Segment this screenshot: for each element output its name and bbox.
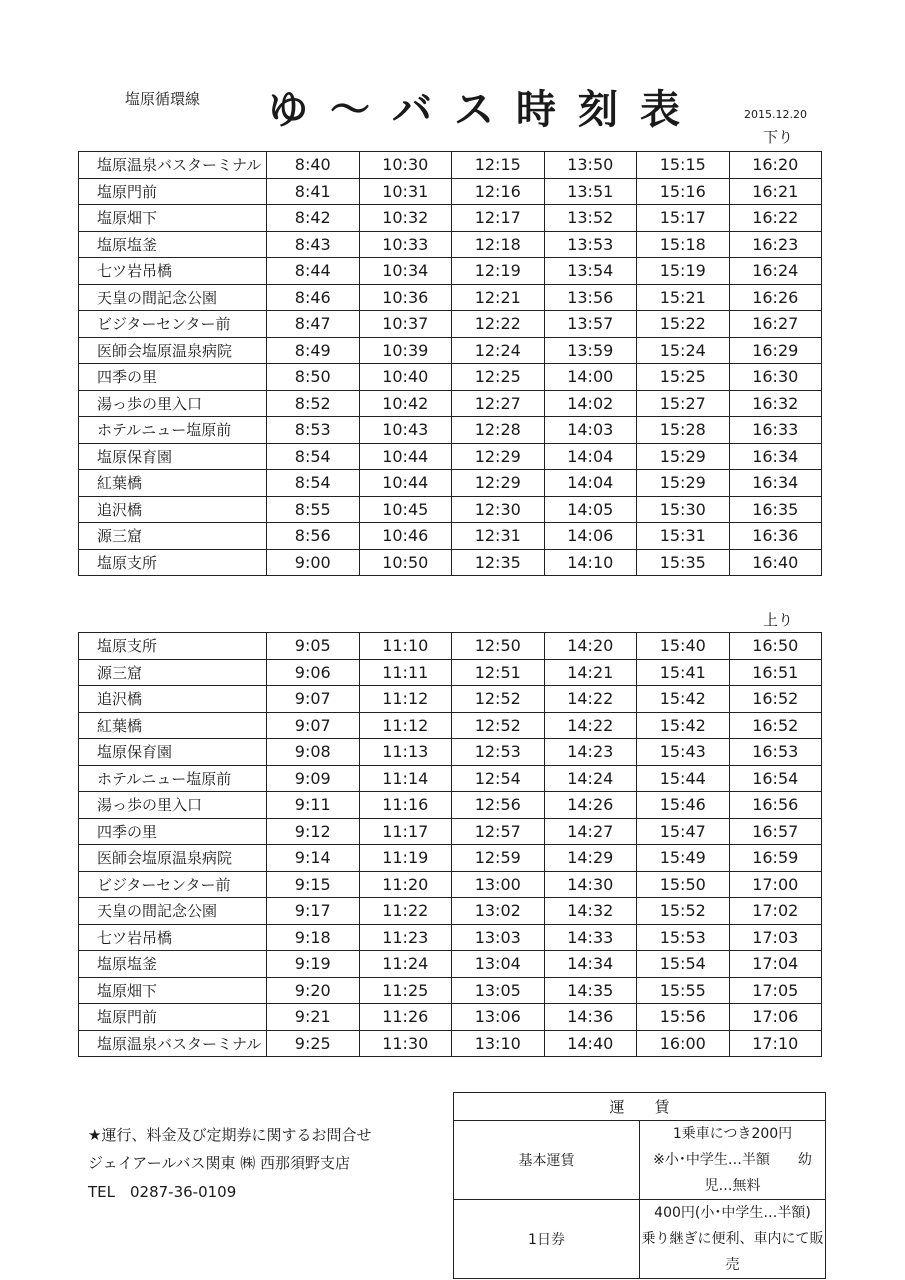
departure-time: 17:04 (729, 951, 822, 978)
departure-time: 11:24 (359, 951, 452, 978)
departure-time: 14:22 (544, 686, 637, 713)
departure-time: 16:35 (729, 496, 822, 523)
departure-time: 12:24 (452, 337, 545, 364)
departure-time: 15:21 (637, 284, 730, 311)
departure-time: 11:26 (359, 1004, 452, 1031)
station-name: 湯っ歩の里入口 (79, 792, 267, 819)
departure-time: 14:40 (544, 1030, 637, 1057)
table-row (79, 924, 822, 951)
station-name: 塩原支所 (79, 633, 267, 660)
contact-company: ジェイアールバス関東 ㈱ 西那須野支店 (88, 1154, 350, 1172)
departure-time: 15:28 (637, 417, 730, 444)
departure-time: 12:21 (452, 284, 545, 311)
departure-time: 12:18 (452, 231, 545, 258)
basic-fare-price: 1乗車につき200円 (672, 1126, 793, 1142)
departure-time: 9:08 (267, 739, 360, 766)
table-row (79, 686, 822, 713)
contact-heading: ★運行、料金及び定期券に関するお問合せ (88, 1126, 372, 1144)
table-row (79, 765, 822, 792)
departure-time: 9:05 (267, 633, 360, 660)
departure-time: 16:54 (729, 765, 822, 792)
departure-time: 15:19 (637, 258, 730, 285)
departure-time: 10:37 (359, 311, 452, 338)
departure-time: 9:18 (267, 924, 360, 951)
departure-time: 12:54 (452, 765, 545, 792)
departure-time: 15:50 (637, 871, 730, 898)
station-name: 塩原温泉バスターミナル (79, 1030, 267, 1057)
table-row (79, 523, 822, 550)
departure-time: 17:10 (729, 1030, 822, 1057)
departure-time: 16:53 (729, 739, 822, 766)
departure-time: 14:23 (544, 739, 637, 766)
departure-time: 9:17 (267, 898, 360, 925)
table-row (79, 443, 822, 470)
departure-time: 15:29 (637, 470, 730, 497)
table-row (79, 152, 822, 179)
departure-time: 13:52 (544, 205, 637, 232)
departure-time: 15:42 (637, 686, 730, 713)
station-name: 天皇の間記念公園 (79, 284, 267, 311)
departure-time: 12:16 (452, 178, 545, 205)
departure-time: 11:23 (359, 924, 452, 951)
departure-time: 13:06 (452, 1004, 545, 1031)
day-pass-price: 400円(小･中学生…半額) (654, 1205, 811, 1221)
departure-time: 12:17 (452, 205, 545, 232)
departure-time: 15:55 (637, 977, 730, 1004)
departure-time: 12:50 (452, 633, 545, 660)
departure-time: 8:55 (267, 496, 360, 523)
table-row (79, 364, 822, 391)
day-pass-cell (640, 1200, 826, 1279)
departure-time: 15:44 (637, 765, 730, 792)
departure-time: 16:29 (729, 337, 822, 364)
table-row (79, 178, 822, 205)
station-name: 七ツ岩吊橋 (79, 258, 267, 285)
departure-time: 8:47 (267, 311, 360, 338)
departure-time: 13:53 (544, 231, 637, 258)
station-name: 紅葉橋 (79, 712, 267, 739)
departure-time: 16:34 (729, 443, 822, 470)
departure-time: 10:45 (359, 496, 452, 523)
departure-time: 16:52 (729, 686, 822, 713)
departure-time: 15:15 (637, 152, 730, 179)
departure-time: 9:25 (267, 1030, 360, 1057)
table-row (79, 311, 822, 338)
departure-time: 9:21 (267, 1004, 360, 1031)
departure-time: 16:34 (729, 470, 822, 497)
departure-time: 11:17 (359, 818, 452, 845)
downbound-label: 下り (763, 128, 794, 146)
departure-time: 12:53 (452, 739, 545, 766)
table-row (79, 417, 822, 444)
departure-time: 15:30 (637, 496, 730, 523)
departure-time: 8:53 (267, 417, 360, 444)
departure-time: 12:28 (452, 417, 545, 444)
departure-time: 16:27 (729, 311, 822, 338)
departure-time: 9:00 (267, 549, 360, 576)
departure-time: 12:52 (452, 686, 545, 713)
departure-time: 15:41 (637, 659, 730, 686)
departure-time: 11:11 (359, 659, 452, 686)
departure-time: 17:02 (729, 898, 822, 925)
departure-time: 8:46 (267, 284, 360, 311)
departure-time: 15:24 (637, 337, 730, 364)
departure-time: 15:29 (637, 443, 730, 470)
station-name: 七ツ岩吊橋 (79, 924, 267, 951)
departure-time: 12:35 (452, 549, 545, 576)
departure-time: 11:12 (359, 686, 452, 713)
departure-time: 16:52 (729, 712, 822, 739)
departure-time: 12:57 (452, 818, 545, 845)
departure-time: 10:30 (359, 152, 452, 179)
departure-time: 10:46 (359, 523, 452, 550)
departure-time: 10:39 (359, 337, 452, 364)
departure-time: 13:00 (452, 871, 545, 898)
station-name: 天皇の間記念公園 (79, 898, 267, 925)
departure-time: 14:10 (544, 549, 637, 576)
departure-time: 16:32 (729, 390, 822, 417)
contact-phone: TEL 0287-36-0109 (88, 1183, 237, 1201)
station-name: 塩原塩釜 (79, 951, 267, 978)
departure-time: 15:42 (637, 712, 730, 739)
table-row (79, 496, 822, 523)
station-name: 塩原支所 (79, 549, 267, 576)
departure-time: 14:00 (544, 364, 637, 391)
departure-time: 16:36 (729, 523, 822, 550)
departure-time: 13:51 (544, 178, 637, 205)
table-row (79, 977, 822, 1004)
departure-time: 14:27 (544, 818, 637, 845)
departure-time: 16:40 (729, 549, 822, 576)
table-row (79, 951, 822, 978)
departure-time: 8:54 (267, 470, 360, 497)
departure-time: 13:50 (544, 152, 637, 179)
table-row (79, 845, 822, 872)
departure-time: 14:20 (544, 633, 637, 660)
departure-time: 10:33 (359, 231, 452, 258)
departure-time: 11:20 (359, 871, 452, 898)
departure-time: 8:54 (267, 443, 360, 470)
route-name: 塩原循環線 (125, 90, 201, 108)
departure-time: 11:16 (359, 792, 452, 819)
station-name: ホテルニュー塩原前 (79, 765, 267, 792)
departure-time: 15:27 (637, 390, 730, 417)
table-row (79, 659, 822, 686)
station-name: 塩原保育園 (79, 443, 267, 470)
departure-time: 13:04 (452, 951, 545, 978)
departure-time: 13:10 (452, 1030, 545, 1057)
station-name: 追沢橋 (79, 496, 267, 523)
departure-time: 9:15 (267, 871, 360, 898)
departure-time: 9:09 (267, 765, 360, 792)
fare-table (453, 1092, 826, 1279)
departure-time: 11:22 (359, 898, 452, 925)
station-name: 源三窟 (79, 523, 267, 550)
table-row (79, 470, 822, 497)
station-name: 塩原門前 (79, 1004, 267, 1031)
departure-time: 16:57 (729, 818, 822, 845)
downbound-timetable (78, 151, 822, 576)
departure-time: 15:49 (637, 845, 730, 872)
departure-time: 8:43 (267, 231, 360, 258)
station-name: 医師会塩原温泉病院 (79, 337, 267, 364)
station-name: 四季の里 (79, 364, 267, 391)
departure-time: 10:44 (359, 470, 452, 497)
departure-time: 16:33 (729, 417, 822, 444)
departure-time: 14:32 (544, 898, 637, 925)
basic-fare-label: 基本運賃 (454, 1121, 640, 1200)
departure-time: 14:22 (544, 712, 637, 739)
table-row (79, 1030, 822, 1057)
departure-time: 14:30 (544, 871, 637, 898)
departure-time: 15:17 (637, 205, 730, 232)
station-name: 紅葉橋 (79, 470, 267, 497)
departure-time: 16:30 (729, 364, 822, 391)
departure-time: 11:10 (359, 633, 452, 660)
departure-time: 14:02 (544, 390, 637, 417)
departure-time: 10:43 (359, 417, 452, 444)
departure-time: 9:20 (267, 977, 360, 1004)
departure-time: 15:46 (637, 792, 730, 819)
table-row (79, 792, 822, 819)
station-name: 塩原温泉バスターミナル (79, 152, 267, 179)
upbound-label: 上り (763, 611, 794, 629)
departure-time: 17:05 (729, 977, 822, 1004)
departure-time: 14:04 (544, 470, 637, 497)
departure-time: 16:59 (729, 845, 822, 872)
departure-time: 10:34 (359, 258, 452, 285)
departure-time: 12:19 (452, 258, 545, 285)
departure-time: 12:27 (452, 390, 545, 417)
departure-time: 15:31 (637, 523, 730, 550)
station-name: 塩原畑下 (79, 977, 267, 1004)
departure-time: 17:03 (729, 924, 822, 951)
fare-heading: 運 賃 (454, 1093, 826, 1121)
station-name: 塩原門前 (79, 178, 267, 205)
departure-time: 13:05 (452, 977, 545, 1004)
departure-time: 9:06 (267, 659, 360, 686)
upbound-timetable (78, 632, 822, 1057)
departure-time: 8:41 (267, 178, 360, 205)
station-name: 塩原畑下 (79, 205, 267, 232)
departure-time: 15:22 (637, 311, 730, 338)
departure-time: 12:30 (452, 496, 545, 523)
table-row (79, 818, 822, 845)
departure-time: 17:00 (729, 871, 822, 898)
station-name: 塩原塩釜 (79, 231, 267, 258)
departure-time: 10:40 (359, 364, 452, 391)
departure-time: 14:29 (544, 845, 637, 872)
departure-time: 11:12 (359, 712, 452, 739)
departure-time: 12:51 (452, 659, 545, 686)
departure-time: 12:22 (452, 311, 545, 338)
departure-time: 14:21 (544, 659, 637, 686)
departure-time: 10:32 (359, 205, 452, 232)
table-row (79, 712, 822, 739)
departure-time: 11:14 (359, 765, 452, 792)
departure-time: 13:56 (544, 284, 637, 311)
departure-time: 8:44 (267, 258, 360, 285)
departure-time: 16:22 (729, 205, 822, 232)
departure-time: 9:14 (267, 845, 360, 872)
table-row (79, 898, 822, 925)
station-name: ホテルニュー塩原前 (79, 417, 267, 444)
departure-time: 15:53 (637, 924, 730, 951)
departure-time: 9:07 (267, 686, 360, 713)
departure-time: 16:20 (729, 152, 822, 179)
departure-time: 12:56 (452, 792, 545, 819)
departure-time: 16:56 (729, 792, 822, 819)
table-row (79, 205, 822, 232)
table-row (79, 284, 822, 311)
departure-time: 12:31 (452, 523, 545, 550)
departure-time: 8:40 (267, 152, 360, 179)
departure-time: 16:23 (729, 231, 822, 258)
departure-time: 14:04 (544, 443, 637, 470)
station-name: 追沢橋 (79, 686, 267, 713)
departure-time: 17:06 (729, 1004, 822, 1031)
basic-fare-cell (640, 1121, 826, 1200)
departure-time: 15:43 (637, 739, 730, 766)
table-row (79, 390, 822, 417)
station-name: ビジターセンター前 (79, 311, 267, 338)
departure-time: 10:42 (359, 390, 452, 417)
departure-time: 11:30 (359, 1030, 452, 1057)
station-name: 塩原保育園 (79, 739, 267, 766)
departure-time: 12:52 (452, 712, 545, 739)
departure-time: 16:24 (729, 258, 822, 285)
departure-time: 13:54 (544, 258, 637, 285)
departure-time: 10:44 (359, 443, 452, 470)
departure-time: 13:59 (544, 337, 637, 364)
page-title: ゆ～バス時刻表 (268, 87, 702, 133)
departure-time: 9:07 (267, 712, 360, 739)
station-name: 医師会塩原温泉病院 (79, 845, 267, 872)
departure-time: 15:18 (637, 231, 730, 258)
departure-time: 9:19 (267, 951, 360, 978)
departure-time: 8:50 (267, 364, 360, 391)
departure-time: 16:21 (729, 178, 822, 205)
departure-time: 14:06 (544, 523, 637, 550)
departure-time: 14:35 (544, 977, 637, 1004)
departure-time: 8:52 (267, 390, 360, 417)
departure-time: 15:16 (637, 178, 730, 205)
departure-time: 12:15 (452, 152, 545, 179)
departure-time: 14:26 (544, 792, 637, 819)
departure-time: 14:03 (544, 417, 637, 444)
departure-time: 12:25 (452, 364, 545, 391)
table-row (79, 549, 822, 576)
departure-time: 15:25 (637, 364, 730, 391)
table-row (79, 871, 822, 898)
basic-fare-discounts: ※小･中学生…半額 幼児…無料 (653, 1152, 812, 1194)
table-row (79, 337, 822, 364)
table-row (79, 633, 822, 660)
table-row (79, 739, 822, 766)
departure-time: 10:50 (359, 549, 452, 576)
departure-time: 16:51 (729, 659, 822, 686)
departure-time: 14:36 (544, 1004, 637, 1031)
departure-time: 13:03 (452, 924, 545, 951)
departure-time: 8:42 (267, 205, 360, 232)
day-pass-label: 1日券 (454, 1200, 640, 1279)
departure-time: 11:25 (359, 977, 452, 1004)
departure-time: 14:24 (544, 765, 637, 792)
departure-time: 15:47 (637, 818, 730, 845)
departure-time: 11:19 (359, 845, 452, 872)
departure-time: 10:36 (359, 284, 452, 311)
table-row (79, 1004, 822, 1031)
departure-time: 13:02 (452, 898, 545, 925)
departure-time: 16:50 (729, 633, 822, 660)
day-pass-note: 乗り継ぎに便利、車内にて販売 (641, 1231, 824, 1273)
departure-time: 16:26 (729, 284, 822, 311)
departure-time: 12:29 (452, 443, 545, 470)
station-name: 四季の里 (79, 818, 267, 845)
departure-time: 15:56 (637, 1004, 730, 1031)
table-row (79, 258, 822, 285)
departure-time: 15:52 (637, 898, 730, 925)
station-name: 湯っ歩の里入口 (79, 390, 267, 417)
departure-time: 15:35 (637, 549, 730, 576)
departure-time: 10:31 (359, 178, 452, 205)
departure-time: 15:54 (637, 951, 730, 978)
station-name: 源三窟 (79, 659, 267, 686)
departure-time: 9:11 (267, 792, 360, 819)
departure-time: 14:05 (544, 496, 637, 523)
departure-time: 12:59 (452, 845, 545, 872)
departure-time: 14:33 (544, 924, 637, 951)
departure-time: 9:12 (267, 818, 360, 845)
departure-time: 8:49 (267, 337, 360, 364)
table-row (79, 231, 822, 258)
departure-time: 15:40 (637, 633, 730, 660)
departure-time: 14:34 (544, 951, 637, 978)
station-name: ビジターセンター前 (79, 871, 267, 898)
departure-time: 13:57 (544, 311, 637, 338)
departure-time: 16:00 (637, 1030, 730, 1057)
departure-time: 11:13 (359, 739, 452, 766)
revision-date: 2015.12.20 (744, 108, 807, 121)
departure-time: 8:56 (267, 523, 360, 550)
departure-time: 12:29 (452, 470, 545, 497)
